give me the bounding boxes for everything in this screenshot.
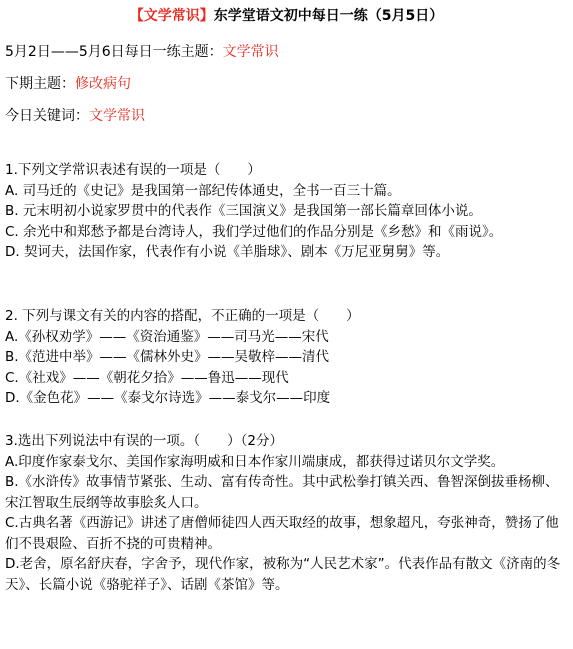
option-a: A. 司马迁的《史记》是我国第一部纪传体通史，全书一百三十篇。 bbox=[5, 182, 401, 199]
title-bracket-close: 】 bbox=[199, 8, 214, 24]
option-b: B. 元末明初小说家罗贯中的代表作《三国演义》是我国第一部长篇章回体小说。 bbox=[5, 203, 482, 219]
next-theme-value: 修改病句 bbox=[75, 76, 131, 92]
option-a: A.印度作家泰戈尔、美国作家海明威和日本作家川端康成，都获得过诺贝尔文学奖。 bbox=[5, 453, 505, 470]
next-theme-line bbox=[5, 74, 131, 94]
option-d: D.《金色花》——《泰戈尔诗选》——泰戈尔——印度 bbox=[5, 390, 331, 406]
title-text: 东学堂语文初中每日一练（5月5日） bbox=[213, 8, 444, 24]
option-c: C.《社戏》——《朝花夕拾》——鲁迅——现代 bbox=[5, 369, 289, 386]
question-stem: 1.下列文学常识表述有误的一项是（ ） bbox=[5, 162, 261, 178]
option-d: D.老舍，原名舒庆春，字舍予，现代作家，被称为“人民艺术家”。代表作品有散文《济南的冬天》、长篇小说《骆驼祥子》、话剧《茶馆》等。 bbox=[5, 556, 561, 593]
question-stem: 2. 下列与课文有关的内容的搭配，不正确的一项是（ ） bbox=[5, 308, 360, 324]
keyword-line bbox=[5, 106, 145, 126]
theme-label: 5月2日——5月6日每日一练主题： bbox=[5, 44, 223, 60]
theme-line bbox=[5, 42, 279, 62]
option-b: B.《范进中举》——《儒林外史》——吴敬梓——清代 bbox=[5, 349, 330, 365]
option-c: C.古典名著《西游记》讲述了唐僧师徒四人西天取经的故事，想象超凡，夸张神奇，赞扬了他们不畏艰险、百折不挠的可贵精神。 bbox=[5, 515, 559, 552]
question-3 bbox=[5, 431, 568, 595]
keyword-label: 今日关键词： bbox=[5, 108, 89, 124]
option-d: D. 契诃夫，法国作家，代表作有小说《羊脂球》、剧本《万尼亚舅舅》等。 bbox=[5, 244, 450, 260]
question-2 bbox=[5, 306, 568, 409]
option-b: B.《水浒传》故事情节紧张、生动、富有传奇性。其中武松拳打镇关西、鲁智深倒拔垂杨柳、宋江智取生辰纲等故事脍炙人口。 bbox=[5, 474, 559, 511]
question-1 bbox=[5, 160, 568, 263]
title-bracket-open: 【 bbox=[129, 8, 144, 24]
option-c: C. 余光中和郑愁予都是台湾诗人，我们学过他们的作品分别是《乡愁》和《雨说》。 bbox=[5, 223, 503, 240]
next-theme-label: 下期主题： bbox=[5, 76, 75, 92]
option-a: A.《孙权劝学》——《资治通鉴》——司马光——宋代 bbox=[5, 328, 329, 345]
keyword-value: 文学常识 bbox=[89, 108, 145, 124]
question-stem: 3.选出下列说法中有误的一项。（ ）（2分） bbox=[5, 433, 283, 449]
title-tag: 文学常识 bbox=[143, 8, 200, 24]
document-title bbox=[0, 6, 573, 26]
theme-value: 文学常识 bbox=[222, 44, 279, 60]
